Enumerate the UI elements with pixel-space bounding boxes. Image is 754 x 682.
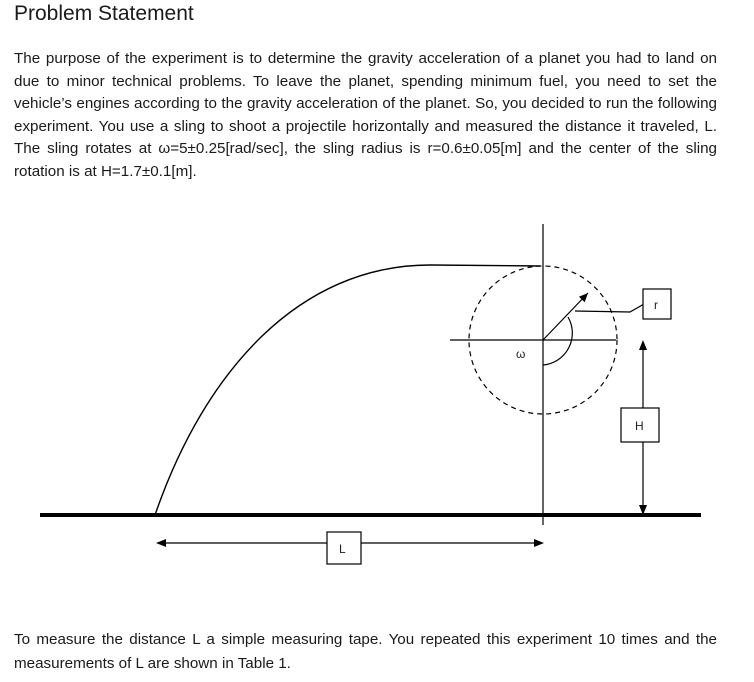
r-leader-line	[575, 304, 644, 312]
closing-paragraph: To measure the distance L a simple measuring tape. You repeated this experiment 10 times and the measurements of L are shown in Table 1.	[14, 631, 717, 672]
omega-label: ω	[516, 347, 526, 361]
intro-paragraph: The purpose of the experiment is to determine the gravity acceleration of a planet you had to land on due to minor technical problems. To leave the planet, spending minimum fuel, you need to set the vehicle’s engines according to the gravity acceleration of the planet. So, you decided to run the following experiment. You use a sling to shoot a projectile horizontally and measured the distance it traveled, L. The sling rotates at ω=5±0.25[rad/sec], the sling radius is r=0.6±0.05[m] and the center of the sling rotation is at H=1.7±0.1[m].	[14, 50, 717, 180]
r-label: r	[654, 298, 658, 312]
sling-diagram	[0, 210, 754, 580]
page-title: Problem Statement	[14, 2, 194, 25]
radius-arrow	[543, 293, 588, 340]
l-label: L	[339, 542, 346, 556]
h-label: H	[635, 419, 644, 433]
trajectory-curve	[155, 265, 540, 515]
